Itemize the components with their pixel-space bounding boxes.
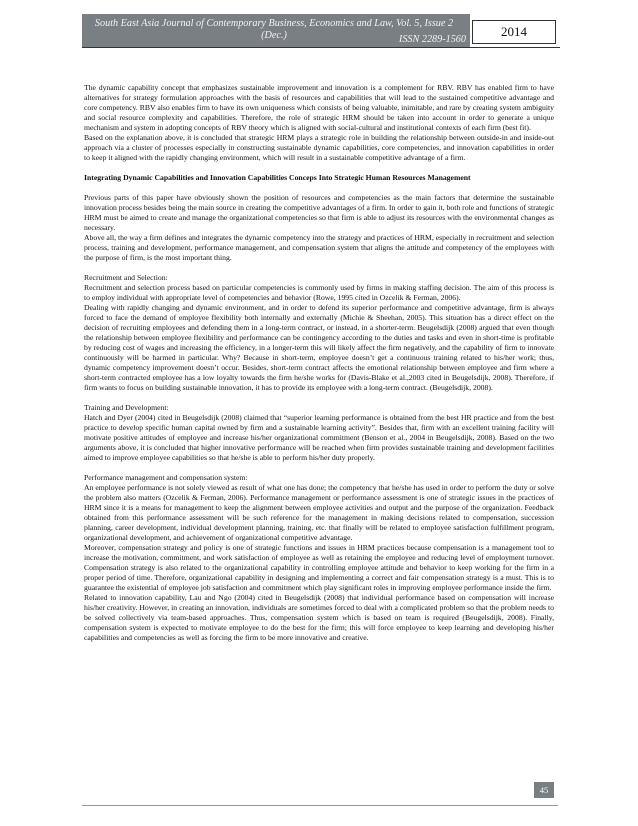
header-rule bbox=[82, 47, 560, 48]
paragraph: The dynamic capability concept that emphasizes sustainable improvement and innovation is a complement for RBV. RBV has enabled firm to have alternatives for strategy formulation approaches with the basis of resources and capabilities that will lead to the sustained competitive advantage and core competency. RBV also enables firm to have its own uniqueness which consists of being valuable, inimitable, and rare by creating system ambiguity and social resource complexity and capabilities. Therefore, the role of strategic HRM should be taken into account in order to generate a unique mechanism and system in adopting concepts of RBV theory which is aligned with social-cultural and institutional contexts of each firm (best fit). bbox=[84, 83, 554, 132]
paragraph: Above all, the way a firm defines and integrates the dynamic competency into the strategy and practices of HRM, especially in recruitment and selection process, training and development, performance management, and compensation system that aligns the attitude and competency of the employees with the purpose of firm, is the most important thing. bbox=[84, 233, 554, 262]
journal-issn: ISSN 2289-1560 bbox=[398, 34, 466, 45]
article-body bbox=[84, 83, 554, 643]
paragraph: Recruitment and selection process based on particular competencies is commonly used by firms in making staffing decision. The aim of this process is to employ individual with appropriate level of competencies and behavior (Rowe, 1995 cited in Ozcelik & Ferman, 2006). bbox=[84, 283, 554, 302]
page-header bbox=[82, 14, 560, 48]
journal-year: 2014 bbox=[472, 20, 556, 44]
paragraph: Previous parts of this paper have obviously shown the position of resources and competencies as the main factors that determine the sustainable innovation process besides being the main source in creating the competitive advantages of a firm. In order to gain it, both role and functions of strategic HRM must be aimed to create and manage the organizational competencies so that firm is able to adjust its resources with the environmental changes as necessary. bbox=[84, 193, 554, 232]
paragraph: An employee performance is not solely viewed as result of what one has done; the competency that he/she has used in order to perform the duty or solve the problem also matters (Ozcelik & Ferman, 2006). Performance management or performance assessment is one of strategic issues in the practices of HRM since it is a means for management to keep the alignment between employee activities and output and the purpose of the organization. Feedback obtained from this performance assessment will be such reference for the management in making decisions related to compensation, succession planning, career development, individual development planning, training, etc. that finally will be related to employee satisfaction fulfillment program, organizational development, and achievement of organizational competitive advantage. bbox=[84, 483, 554, 542]
subsection-heading: Training and Development: bbox=[84, 403, 169, 412]
paragraph: Related to innovation capability, Lau and Ngo (2004) cited in Beugelsdijk (2008) that individual performance based on compensation will increase his/her creativity. However, in creating an innovation, individuals are sometimes forced to deal with a complicated problem so that the problem needs to be solved collectively via team-based approaches. Thus, compensation system which is based on team is required (Beugelsdijk, 2008). Finally, compensation system is expected to motivate employee to do the best for the firm; this will force employee to keep learning and developing his/her capabilities and competencies as well as forcing the firm to be more innovative and creative. bbox=[84, 593, 554, 642]
footer-rule bbox=[82, 805, 558, 806]
paragraph: Based on the explanation above, it is concluded that strategic HRM plays a strategic role in building the relationship between outside-in and inside-out approach via a cluster of processes especially in constructing sustainable dynamic capabilities, core competencies, and innovation capabilities in order to keep it aligned with the rapidly changing environment, which will result in a sustainable competitive advantage of a firm. bbox=[84, 133, 554, 162]
paragraph: Hatch and Dyer (2004) cited in Beugelsdijk (2008) claimed that “superior learning performance is obtained from the best HR practice and from the best practice to develop specific human capital owned by firm and a sustainable learning activity”. Besides that, firm with an excellent training facility will motivate positive attitudes of employee and increase his/her organizational commitment (Benson et al., 2004 in Beugelsdijk, 2008). Based on the two arguments above, it is concluded that higher innovative performance will be reached when firm provides sustainable training and development facilities aimed to improve employee capabilities so that he/she is able to perform his/her duty properly. bbox=[84, 413, 554, 462]
page-number: 45 bbox=[534, 782, 554, 798]
paragraph: Dealing with rapidly changing and dynamic environment, and in order to defend its superior performance and competitive advantage, firm is always forced to face the demand of employee flexibility both internally and externally (Michie & Sheehan, 2005). This situation has a direct effect on the decision of recruiting employees and defending them in a long-term contract, or instead, in a shorter-term. Beugelsdijk (2008) argued that even though the relationship between employee flexibility and performance can be contingency according to the duties and tasks and even in short-time is profitable by reducing cost of wages and increasing the efficiency, in a longer-term this will likely affect the firm negatively, and the capability of firm to innovate continuously will be harmed in particular. Why? Because in short-term, employee doesn’t get a continuous training related to his/her work; thus, dynamic competency improvement doesn’t occur. Besides, short-term contract affects the emotional relationship between employee and firm where a short-term contracted employee has a low loyalty towards the firm he/she works for (Davis-Blake et al.,2003 cited in Beugelsdijk, 2008). Therefore, if firm wants to focus on building sustainable innovation, it has to provide its employee with a long-term contract. (Beugelsdijk, 2008). bbox=[84, 303, 554, 392]
section-heading: Integrating Dynamic Capabilities and Innovation Capabilities Conceps Into Strategic Human Resources Management bbox=[84, 173, 471, 182]
subsection-heading: Recruitment and Selection: bbox=[84, 273, 168, 282]
paragraph: Moreover, compensation strategy and policy is one of strategic functions and issues in HRM practices because compensation is a management tool to increase the motivation, commitment, and work satisfaction of employee as well as retaining the employee and reducing level of employment turnover. Compensation strategy is also related to the organizational capability in controlling employee attitude and behavior to keep working for the firm in a proper period of time. Therefore, organizational capability in designing and implementing a correct and fair compensation strategy is a must. This is to guarantee the existential of employee job satisfaction and commitment which play significant roles in improving employee performance inside the firm. bbox=[84, 543, 554, 592]
subsection-heading: Performance management and compensation system: bbox=[84, 473, 248, 482]
journal-title: South East Asia Journal of Contemporary Business, Economics and Law, Vol. 5, Issue 2 (Dec.) bbox=[94, 18, 454, 41]
